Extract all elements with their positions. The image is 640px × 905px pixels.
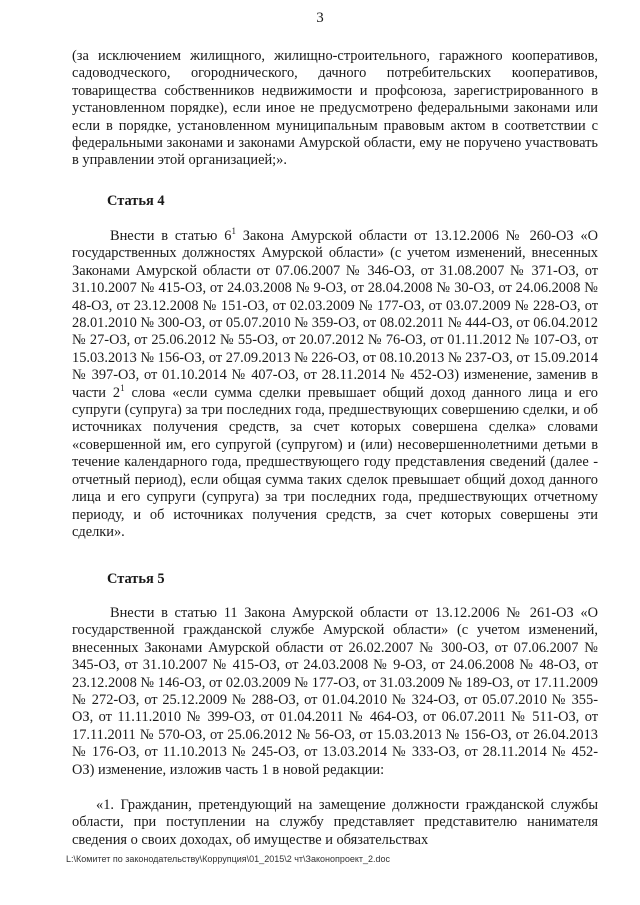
article-5-paragraph: Внести в статью 11 Закона Амурской области от 13.12.2006 № 261-ОЗ «О государственной гражданской службе Амурской области» (с учетом изменений, внесенных Законами Амурской области от 26.02.2007 № 300-ОЗ, от 07.06.2007 № 345-ОЗ, от 31.10.2007 № 415-ОЗ, от 24.03.2008 № 9-ОЗ, от 24.06.2008 № 48-ОЗ, от 23.12.2008 № 146-ОЗ, от 02.03.2009 № 177-ОЗ, от 31.03.2009 № 189-ОЗ, от 17.11.2009 № 272-ОЗ, от 25.12.2009 № 288-ОЗ, от 01.04.2010 № 324-ОЗ, от 05.07.2010 № 355-ОЗ, от 11.11.2010 № 399-ОЗ, от 01.04.2011 № 464-ОЗ, от 06.07.2011 № 511-ОЗ, от 17.11.2011 № 570-ОЗ, от 25.06.2012 № 56-ОЗ, от 15.03.2013 № 156-ОЗ, от 26.04.2013 № 176-ОЗ, от 11.10.2013 № 245-ОЗ, от 13.03.2014 № 333-ОЗ, от 28.11.2014 № 452-ОЗ) изменение, изложив часть 1 в новой редакции: xyxy=(72,605,598,778)
page-number: 3 xyxy=(316,10,324,26)
article-4-text-c: слова «если сумма сделки превышает общий доход данного лица и его супруги (супруга) за три последних года, предшествующих совершению сделки, и об источниках получения средств, за счет которых совершена сделка» словами «совершенной им, его супругой (супругом) и (или) несовершеннолетними детьми в течение календарного года, предшествующего году представления сведений (далее - отчетный период), если общая сумма таких сделок превышает общий доход данного лица и его супруги (супруга) за три последних года, предшествующих отчетному периоду, и об источниках получения средств, за счет которых совершены эти сделки». xyxy=(72,384,598,540)
intro-paragraph: (за исключением жилищного, жилищно-строительного, гаражного кооперативов, садоводческого, огороднического, дачного потребительских кооперативов, товарищества собственников недвижимости и профсоюза, зарегистрированного в установленном порядке), если иное не предусмотрено федеральными законами или если в порядке, установленном муниципальным правовым актом в соответствии с федеральными законами и законами Амурской области, ему не поручено участвовать в управлении этой организацией;». xyxy=(72,48,598,169)
article-5-quote: «1. Гражданин, претендующий на замещение должности гражданской службы области, при поступлении на службу представляет представителю нанимателя сведения о своих доходах, об имуществе и обязательствах xyxy=(72,797,598,848)
article-4-text-a: Внести в статью 6 xyxy=(110,228,232,244)
article-4-sup-a: 1 xyxy=(231,226,236,237)
footer-file-path: L:\Комитет по законодательству\Коррупция\01_2015\2 чт\Законопроект_2.doc xyxy=(66,854,391,864)
article-5-heading: Статья 5 xyxy=(107,571,165,587)
article-4-sup-b: 1 xyxy=(120,382,125,393)
article-4-paragraph xyxy=(72,228,598,541)
article-4-heading: Статья 4 xyxy=(107,193,165,209)
article-4-text-b: Закона Амурской области от 13.12.2006 № 260-ОЗ «О государственных должностях Амурской области» (с учетом изменений, внесенных Законами Амурской области от 07.06.2007 № 346-ОЗ, от 31.08.2007 № 371-ОЗ, от 31.10.2007 № 415-ОЗ, от 24.03.2008 № 9-ОЗ, от 28.04.2008 № 30-ОЗ, от 24.06.2008 № 48-ОЗ, от 23.12.2008 № 151-ОЗ, от 02.03.2009 № 177-ОЗ, от 03.07.2009 № 228-ОЗ, от 28.01.2010 № 300-ОЗ, от 05.07.2010 № 359-ОЗ, от 08.02.2011 № 444-ОЗ, от 06.04.2012 № 27-ОЗ, от 25.06.2012 № 55-ОЗ, от 20.07.2012 № 76-ОЗ, от 01.11.2012 № 107-ОЗ, от 15.03.2013 № 156-ОЗ, от 27.09.2013 № 226-ОЗ, от 08.10.2013 № 237-ОЗ, от 15.09.2014 № 397-ОЗ, от 01.10.2014 № 407-ОЗ, от 28.11.2014 № 452-ОЗ) изменение, заменив в части 2 xyxy=(72,228,599,401)
